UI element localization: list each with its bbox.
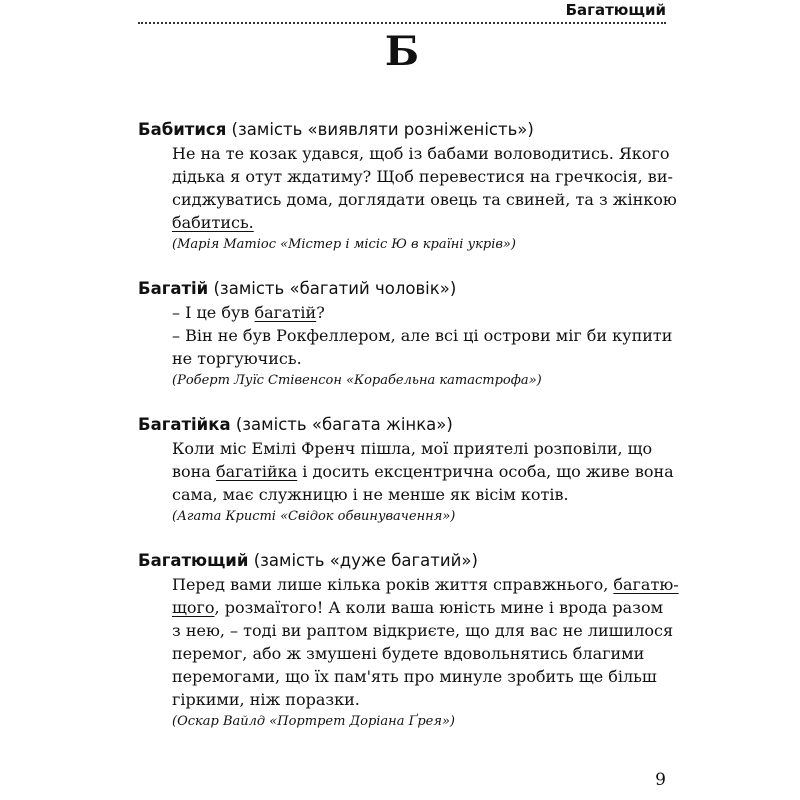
quote-text: перемог, або ж змушені будете вдовольнятись благими: [172, 644, 645, 663]
entry-heading: [138, 413, 666, 437]
quote-line: [172, 573, 679, 596]
example-word: багатю-: [613, 575, 679, 594]
example-word: щого: [172, 598, 215, 617]
quote-source: (Марія Матіос «Містер і місіс Ю в країні укрів»): [172, 237, 516, 252]
headword-gloss: (замість «дуже багатий»): [253, 551, 478, 570]
quote-text: – Він не був Рокфеллером, але всі ці острови міг би купити: [172, 326, 673, 345]
quote-text: , розмаїтого! А коли ваша юність мине і врода разом: [214, 598, 664, 617]
headword: Бабитися: [138, 120, 227, 139]
quote-line: [172, 188, 677, 211]
quote-line: [172, 347, 666, 370]
quote-line: [172, 483, 666, 506]
headword-gloss: (замість «виявляти розніженість»): [231, 120, 534, 139]
quote-text: дідька я отут ждатиму? Щоб перевестися на гречкосія, ви-: [172, 167, 673, 186]
quote-line: [172, 688, 666, 711]
quote-text: і досить ексцентрична особа, що живе вона: [297, 462, 674, 481]
headword: Багатій: [138, 279, 209, 298]
quote-line: [172, 619, 674, 642]
example-word: багатій: [254, 303, 317, 322]
quote-line: [172, 142, 670, 165]
quote-line: [172, 460, 674, 483]
quote-text: Перед вами лише кілька років життя справжнього,: [172, 575, 614, 594]
dictionary-entry: [138, 118, 677, 255]
quote-line: [172, 211, 666, 234]
quote-source: (Агата Кристі «Свідок обвинувачення»): [172, 509, 456, 524]
quote-text: гіркими, ніж поразки.: [172, 690, 360, 709]
running-head-title: Багатющий: [565, 1, 666, 19]
dictionary-entry: [138, 277, 673, 391]
dictionary-entry: [138, 549, 679, 732]
quote-line: [172, 301, 666, 324]
quote-line: [172, 596, 666, 619]
usage-quote: [172, 573, 679, 711]
usage-quote: [172, 437, 674, 506]
quote-text: сама, має служницю і не менше як вісім котів.: [172, 485, 569, 504]
example-word: бабитись.: [172, 213, 254, 232]
quote-text: Не на те козак удався, щоб із бабами воловодитись. Якого: [172, 144, 670, 163]
quote-text: з нею, – тоді ви раптом відкриєте, що для вас не лишилося: [172, 621, 674, 640]
entry-heading: [138, 118, 666, 142]
quote-line: [172, 324, 673, 347]
quote-text: перемогами, що їх пам'ять про минуле зробить ще більш: [172, 667, 657, 686]
quote-text: вона: [172, 462, 216, 481]
usage-quote: [172, 142, 677, 234]
headword-gloss: (замість «багата жінка»): [235, 415, 453, 434]
entry-heading: [138, 277, 666, 301]
running-head: [138, 0, 666, 24]
quote-line: [172, 665, 666, 688]
headword-gloss: (замість «багатий чоловік»): [213, 279, 457, 298]
usage-quote: [172, 301, 673, 370]
quote-source: (Роберт Луїс Стівенсон «Корабельна катастрофа»): [172, 373, 542, 388]
quote-line: [172, 642, 666, 665]
quote-text: – І це був: [172, 303, 255, 322]
quote-text: ?: [316, 303, 325, 322]
dictionary-entries: [138, 118, 679, 754]
entry-heading: [138, 549, 666, 573]
dictionary-entry: [138, 413, 674, 527]
quote-text: Коли міс Емілі Френч пішла, мої приятелі розповіли, що: [172, 439, 653, 458]
section-letter: Б: [384, 28, 420, 75]
quote-text: сиджуватись дома, доглядати овець та свиней, та з жінкою: [172, 190, 677, 209]
headword: Багатійка: [138, 415, 231, 434]
quote-source: (Оскар Вайлд «Портрет Доріана Ґрея»): [172, 714, 455, 729]
quote-line: [172, 437, 666, 460]
quote-text: не торгуючись.: [172, 349, 302, 368]
page-number: 9: [655, 770, 666, 790]
example-word: багатійка: [215, 462, 298, 481]
quote-line: [172, 165, 673, 188]
headword: Багатющий: [138, 551, 249, 570]
